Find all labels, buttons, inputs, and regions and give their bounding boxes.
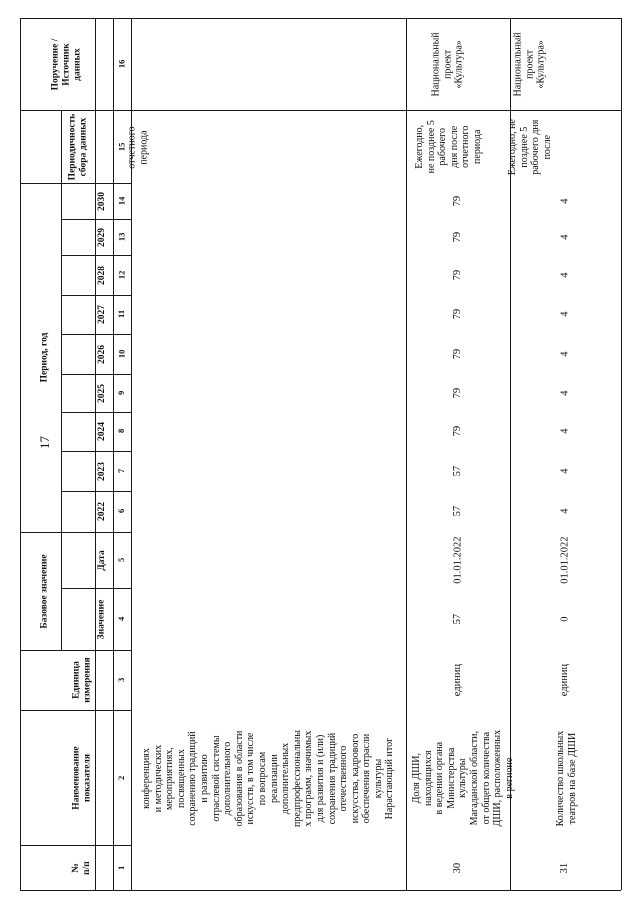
column-number: 3 (116, 677, 127, 683)
row-periodicity: Ежегодно, не позднее 5 рабочего дня после (506, 119, 553, 176)
header-year: 2028 (96, 265, 107, 285)
row-indicator-name: Доля ДШИ, находящихся в ведении органа Министерства культуры Магаданской области, от общего количества ДШИ, расположенных в регионе (410, 729, 515, 827)
table-rule-vertical (406, 18, 407, 890)
row-source: Национальный проект «Культура» (512, 31, 547, 96)
row-year-value: 79 (451, 195, 463, 207)
table-rule-horizontal (61, 451, 131, 452)
table-rule-vertical (95, 18, 96, 110)
column-number: 10 (115, 349, 126, 359)
column-number: 16 (115, 59, 126, 69)
table-rule-horizontal (20, 110, 621, 111)
row-number: 31 (558, 862, 570, 874)
header-indicator-name: Наименование показателя (71, 746, 93, 810)
table-rule-vertical (61, 110, 62, 183)
column-number: 4 (116, 616, 127, 622)
row-periodicity: отчетного периода (126, 125, 150, 169)
column-number: 11 (116, 309, 127, 318)
column-number: 12 (115, 270, 126, 280)
row-year-value: 79 (451, 425, 463, 437)
table-rule-horizontal (61, 219, 131, 220)
table-rule-vertical (20, 18, 21, 890)
header-year: 2026 (96, 344, 107, 364)
column-number: 1 (116, 865, 127, 871)
header-year: 2023 (96, 461, 107, 481)
row-periodicity: Ежегодно, не позднее 5 рабочего дня после отчетного периода (413, 120, 483, 174)
table-rule-horizontal (20, 710, 131, 711)
column-number: 7 (116, 468, 127, 474)
header-number: № п/п (70, 861, 92, 875)
table-rule-horizontal (20, 18, 621, 19)
row-year-value: 4 (559, 234, 571, 240)
table-rule-horizontal (20, 183, 131, 184)
column-number: 15 (115, 142, 126, 152)
table-rule-horizontal (61, 412, 131, 413)
row-year-value: 4 (559, 428, 571, 434)
header-year: 2030 (96, 191, 107, 211)
row-indicator-name: конференциях и методических мероприятиях, посвященных сохранению традиций и развитию отраслевой системы дополнительного образования в области искусств, в том числе по вопросам реализации дополнительных предпрофессиональны х программ, значимых для развития и (или) сохранения традиций отечественного искусства, кадрового обеспечения отрасли культуры Нарастающий итог (140, 729, 395, 827)
header-base-value: Значение (96, 599, 107, 639)
header-source: Поручение / Источник данных (50, 38, 83, 90)
header-periodicity: Периодичность сбора данных (66, 113, 88, 181)
row-year-value: 4 (559, 311, 571, 317)
row-year-value: 79 (451, 387, 463, 399)
row-year-value: 79 (451, 348, 463, 360)
header-base: Базовое значение (39, 553, 50, 629)
table-rule-horizontal (20, 650, 131, 651)
row-year-value: 4 (559, 272, 571, 278)
table-rule-horizontal (61, 255, 131, 256)
row-year-value: 79 (451, 231, 463, 243)
header-year: 2025 (96, 383, 107, 403)
row-base-value: 57 (451, 613, 463, 625)
row-source: Национальный проект «Культура» (430, 31, 465, 96)
table-rule-horizontal (61, 491, 131, 492)
table-rule-horizontal (61, 588, 131, 589)
row-base-value: 0 (559, 616, 571, 622)
header-year: 2022 (96, 501, 107, 521)
column-number: 5 (116, 557, 127, 563)
row-year-value: 4 (559, 468, 571, 474)
header-base-date: Дата (96, 549, 107, 571)
table-rule-vertical (61, 532, 62, 650)
table-rule-vertical (113, 18, 114, 890)
header-period: Период, год (39, 332, 50, 382)
header-year: 2027 (96, 304, 107, 324)
header-year: 2024 (96, 421, 107, 441)
table-rule-vertical (95, 18, 96, 890)
table-rule-vertical (61, 183, 62, 532)
row-year-value: 4 (559, 508, 571, 514)
table-rule-vertical (621, 18, 622, 890)
header-year: 2029 (96, 227, 107, 247)
row-year-value: 57 (451, 505, 463, 517)
row-unit: единиц (452, 663, 464, 697)
row-year-value: 4 (559, 351, 571, 357)
row-year-value: 4 (559, 198, 571, 204)
table-rule-horizontal (20, 532, 131, 533)
row-year-value: 4 (559, 390, 571, 396)
header-unit: Единица измерения (71, 657, 93, 703)
table-rule-horizontal (61, 295, 131, 296)
row-year-value: 79 (451, 269, 463, 281)
row-base-date: 01.01.2022 (559, 536, 571, 584)
row-number: 30 (451, 862, 463, 874)
table-rule-horizontal (20, 890, 621, 891)
row-base-date: 01.01.2022 (452, 536, 464, 584)
table-rule-horizontal (61, 374, 131, 375)
row-year-value: 57 (451, 465, 463, 477)
column-number: 2 (116, 775, 127, 781)
column-number: 14 (115, 196, 126, 206)
column-number: 9 (116, 390, 127, 396)
column-number: 8 (116, 428, 127, 434)
column-number: 6 (116, 508, 127, 514)
table-rule-horizontal (20, 845, 131, 846)
row-indicator-name: Количество школьных театров на базе ДШИ (555, 730, 578, 826)
row-year-value: 79 (451, 308, 463, 320)
column-number: 13 (115, 232, 126, 242)
page-number: 17 (36, 435, 52, 449)
table-rule-horizontal (61, 334, 131, 335)
row-unit: единиц (559, 663, 571, 697)
